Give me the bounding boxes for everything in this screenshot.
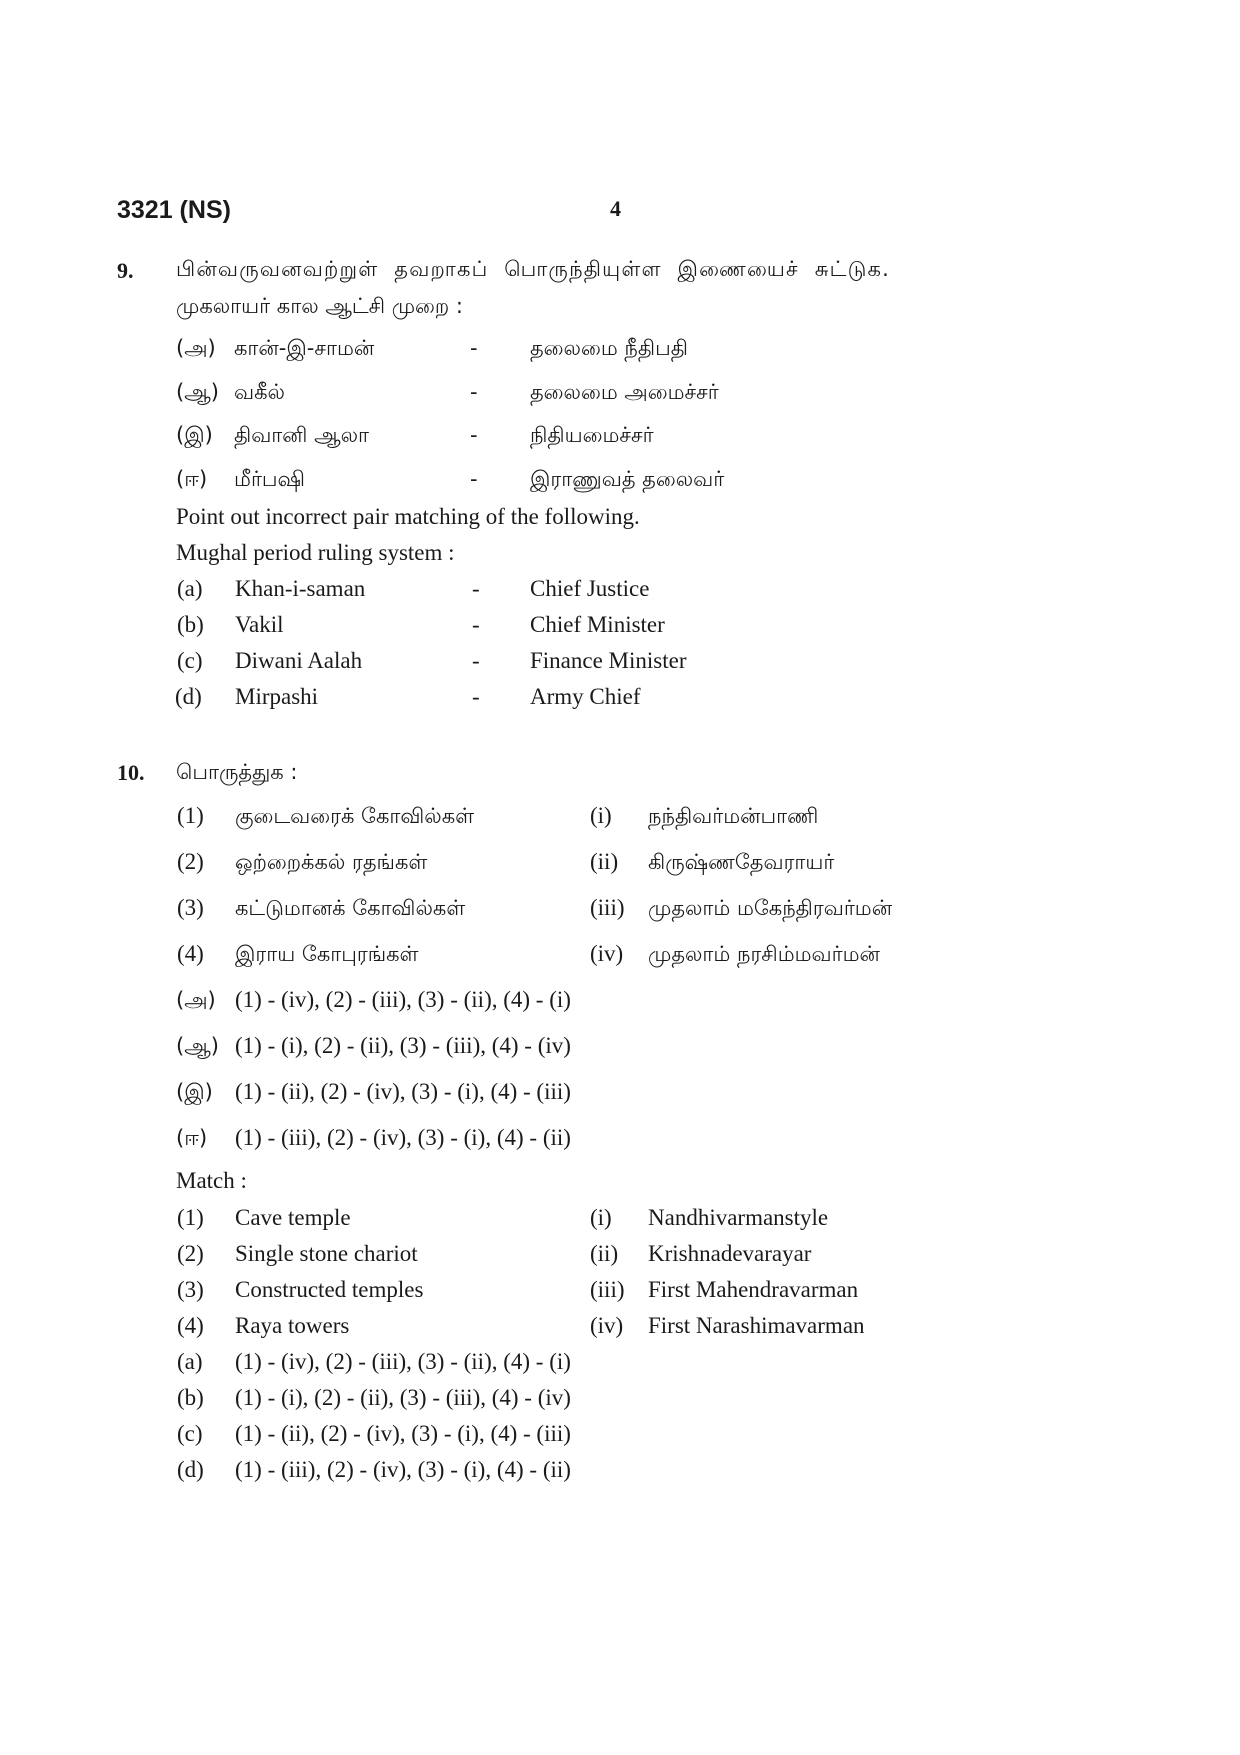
pair-roman: (ii) [590,1241,619,1266]
option-left: Mirpashi [235,684,319,709]
option-left: கான்-இ-சாமன் [234,336,375,360]
option-label: (b) [177,612,204,637]
option-left: Diwani Aalah [235,648,363,673]
option-label: (ஈ) [176,1126,208,1150]
pair-num: (4) [177,941,204,966]
option-right: Chief Justice [530,576,650,601]
pair-roman: (i) [590,1205,612,1230]
q9-english-question: Point out incorrect pair matching of the following. [176,504,640,529]
option-dash: - [472,576,480,601]
option-left: மீர்பஷி [234,467,306,491]
option-left: வகீல் [234,380,285,404]
option-dash: - [472,648,480,673]
pair-roman: (iv) [590,1313,624,1338]
option-text: (1) - (i), (2) - (ii), (3) - (iii), (4) - (iv) [235,1033,571,1058]
option-label: (b) [177,1385,204,1410]
option-right: இராணுவத் தலைவர் [530,467,725,491]
option-label: (d) [177,1457,204,1482]
option-text: (1) - (iii), (2) - (iv), (3) - (i), (4) - (ii) [235,1457,571,1482]
option-dash: - [470,380,478,404]
option-text: (1) - (iv), (2) - (iii), (3) - (ii), (4) - (i) [235,1349,571,1374]
pair-left: குடைவரைக் கோவில்கள் [235,804,475,828]
option-label: (d) [175,684,202,709]
pair-left: Cave temple [235,1205,351,1230]
option-right: நிதியமைச்சர் [530,423,654,447]
option-label: (ஈ) [176,467,208,491]
pair-left: ஒற்றைக்கல் ரதங்கள் [235,850,428,874]
q9-tamil-subtitle: முகலாயர் கால ஆட்சி முறை : [176,294,463,318]
pair-right: முதலாம் மகேந்திரவர்மன் [648,896,893,920]
paper-code: 3321 (NS) [117,196,231,224]
option-label: (a) [177,576,203,601]
page-number: 4 [610,196,621,221]
pair-num: (2) [177,1241,204,1266]
option-label: (அ) [176,988,216,1012]
pair-left: Raya towers [235,1313,350,1338]
pair-right: நந்திவர்மன்பாணி [648,804,819,828]
pair-left: Constructed temples [235,1277,424,1302]
pair-roman: (iii) [590,1277,625,1302]
option-label: (அ) [176,336,216,360]
option-text: (1) - (iv), (2) - (iii), (3) - (ii), (4) - (i) [235,987,571,1012]
pair-num: (3) [177,895,204,920]
pair-left: இராய கோபுரங்கள் [235,942,419,966]
pair-roman: (ii) [590,849,619,874]
pair-right: Krishnadevarayar [648,1241,812,1266]
q10-tamil-heading: பொருத்துக : [176,760,298,784]
option-text: (1) - (i), (2) - (ii), (3) - (iii), (4) - (iv) [235,1385,571,1410]
pair-roman: (iii) [590,895,625,920]
option-left: Khan-i-saman [235,576,366,601]
pair-num: (2) [177,849,204,874]
option-right: தலைமை நீதிபதி [530,336,688,360]
option-right: Finance Minister [530,648,687,673]
q10-english-heading: Match : [176,1168,247,1193]
pair-roman: (i) [590,803,612,828]
option-right: தலைமை அமைச்சர் [530,380,719,404]
option-label: (இ) [176,1080,213,1104]
option-label: (ஆ) [176,380,219,404]
pair-num: (4) [177,1313,204,1338]
pair-roman: (iv) [590,941,624,966]
pair-right: First Narashimavarman [648,1313,865,1338]
option-text: (1) - (ii), (2) - (iv), (3) - (i), (4) - (iii) [235,1421,571,1446]
option-label: (c) [177,648,203,673]
option-label: (c) [177,1421,203,1446]
option-right: Army Chief [530,684,641,709]
option-text: (1) - (ii), (2) - (iv), (3) - (i), (4) - (iii) [235,1079,571,1104]
option-dash: - [470,336,478,360]
option-left: Vakil [235,612,284,637]
option-label: (a) [177,1349,203,1374]
pair-num: (3) [177,1277,204,1302]
option-right: Chief Minister [530,612,665,637]
q9-english-subtitle: Mughal period ruling system : [176,540,455,565]
option-dash: - [470,467,478,491]
question-10-number: 10. [117,760,145,785]
option-dash: - [470,423,478,447]
pair-left: கட்டுமானக் கோவில்கள் [235,896,466,920]
option-dash: - [472,684,480,709]
pair-right: முதலாம் நரசிம்மவர்மன் [648,942,880,966]
option-left: திவானி ஆலா [234,423,370,447]
pair-right: First Mahendravarman [648,1277,859,1302]
option-dash: - [472,612,480,637]
pair-num: (1) [177,803,204,828]
option-label: (இ) [176,423,213,447]
q9-tamil-question: பின்வருவனவற்றுள் தவறாகப் பொருந்தியுள்ள இணையைச் சுட்டுக. [176,257,891,281]
pair-left: Single stone chariot [235,1241,418,1266]
pair-right: Nandhivarmanstyle [648,1205,829,1230]
pair-right: கிருஷ்ணதேவராயர் [648,850,835,874]
option-text: (1) - (iii), (2) - (iv), (3) - (i), (4) - (ii) [235,1125,571,1150]
option-label: (ஆ) [176,1034,219,1058]
question-9-number: 9. [117,258,134,283]
pair-num: (1) [177,1205,204,1230]
